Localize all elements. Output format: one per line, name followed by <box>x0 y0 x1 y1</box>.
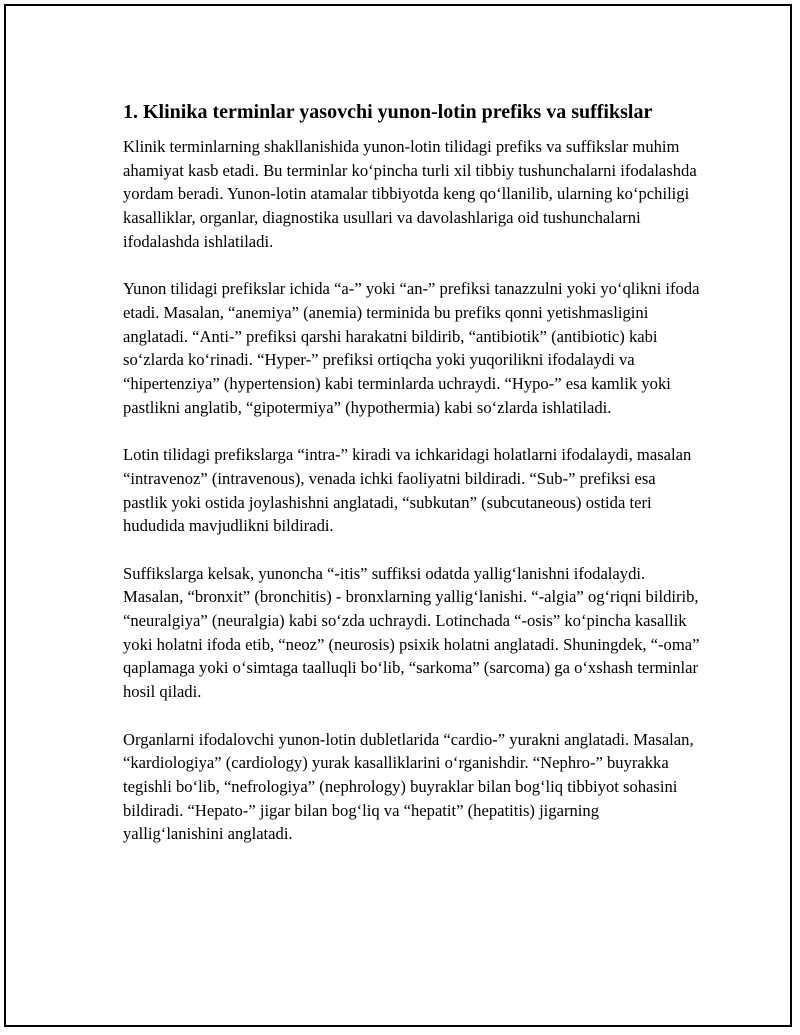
paragraph-latin-prefixes: Lotin tilidagi prefikslarga “intra-” kiradi va ichkaridagi holatlarni ifodalaydi, masalan “intravenoz” (intravenous), venada ichki faoliyatni bildiradi. “Sub-” prefiksi esa pastlik yoki ostida joylashishni anglatadi, “subkutan” (subcutaneous) ostida teri hududida mavjudlikni bildiradi. <box>123 445 692 536</box>
paragraph-greek-prefixes: Yunon tilidagi prefikslar ichida “a-” yoki “an-” prefiksi tanazzulni yoki yo‘qlikni ifoda etadi. Masalan, “anemiya” (anemia) terminida bu prefiks qonni yetishmasligini anglatadi. “Anti-” prefiksi qarshi harakatni bildirib, “antibiotik” (antibiotic) kabi so‘zlarda ko‘rinadi. “Hyper-” prefiksi ortiqcha yoki yuqorilikni ifodalaydi va “hipertenziya” (hypertension) kabi terminlarda uchraydi. “Hypo-” esa kamlik yoki pastlikni anglatib, “gipotermiya” (hypothermia) kabi so‘zlarda ishlatiladi. <box>123 279 700 417</box>
document-body <box>123 98 703 870</box>
paragraph-intro: Klinik terminlarning shakllanishida yunon-lotin tilidagi prefiks va suffikslar muhim ahamiyat kasb etadi. Bu terminlar ko‘pincha turli xil tibbiy tushunchalarni ifodalashda yordam beradi. Yunon-lotin atamalar tibbiyotda keng qo‘llanilib, ularning ko‘pchiligi kasalliklar, organlar, diagnostika usullari va davolashlariga oid tushunchalarni ifodalashda ishlatiladi. <box>123 137 697 251</box>
paragraph-organ-doublets: Organlarni ifodalovchi yunon-lotin dubletlarida “cardio-” yurakni anglatadi. Masalan, “kardiologiya” (cardiology) yurak kasalliklarini o‘rganishdir. “Nephro-” buyrakka tegishli bo‘lib, “nefrologiya” (nephrology) buyraklar bilan bog‘liq tibbiyot sohasini bildiradi. “Hepato-” jigar bilan bog‘liq va “hepatit” (hepatitis) jigarning yallig‘lanishini anglatadi. <box>123 729 694 844</box>
page-frame <box>4 4 792 1027</box>
page-title: 1. Klinika terminlar yasovchi yunon-lotin prefiks va suffikslar <box>123 101 653 123</box>
paragraph-suffixes: Suffikslarga kelsak, yunoncha “-itis” suffiksi odatda yallig‘lanishni ifodalaydi. Masalan, “bronxit” (bronchitis) - bronxlarning yallig‘lanishi. “-algia” og‘riqni bildirib, “neuralgiya” (neuralgia) kabi so‘zda uchraydi. Lotinchada “-osis” ko‘pincha kasallik yoki holatni ifoda etib, “neoz” (neurosis) psixik holatni anglatadi. Shuningdek, “-oma” qaplamaga yoki o‘simtaga taalluqli bo‘lib, “sarkoma” (sarcoma) ga o‘xshash terminlar hosil qiladi. <box>123 563 700 702</box>
